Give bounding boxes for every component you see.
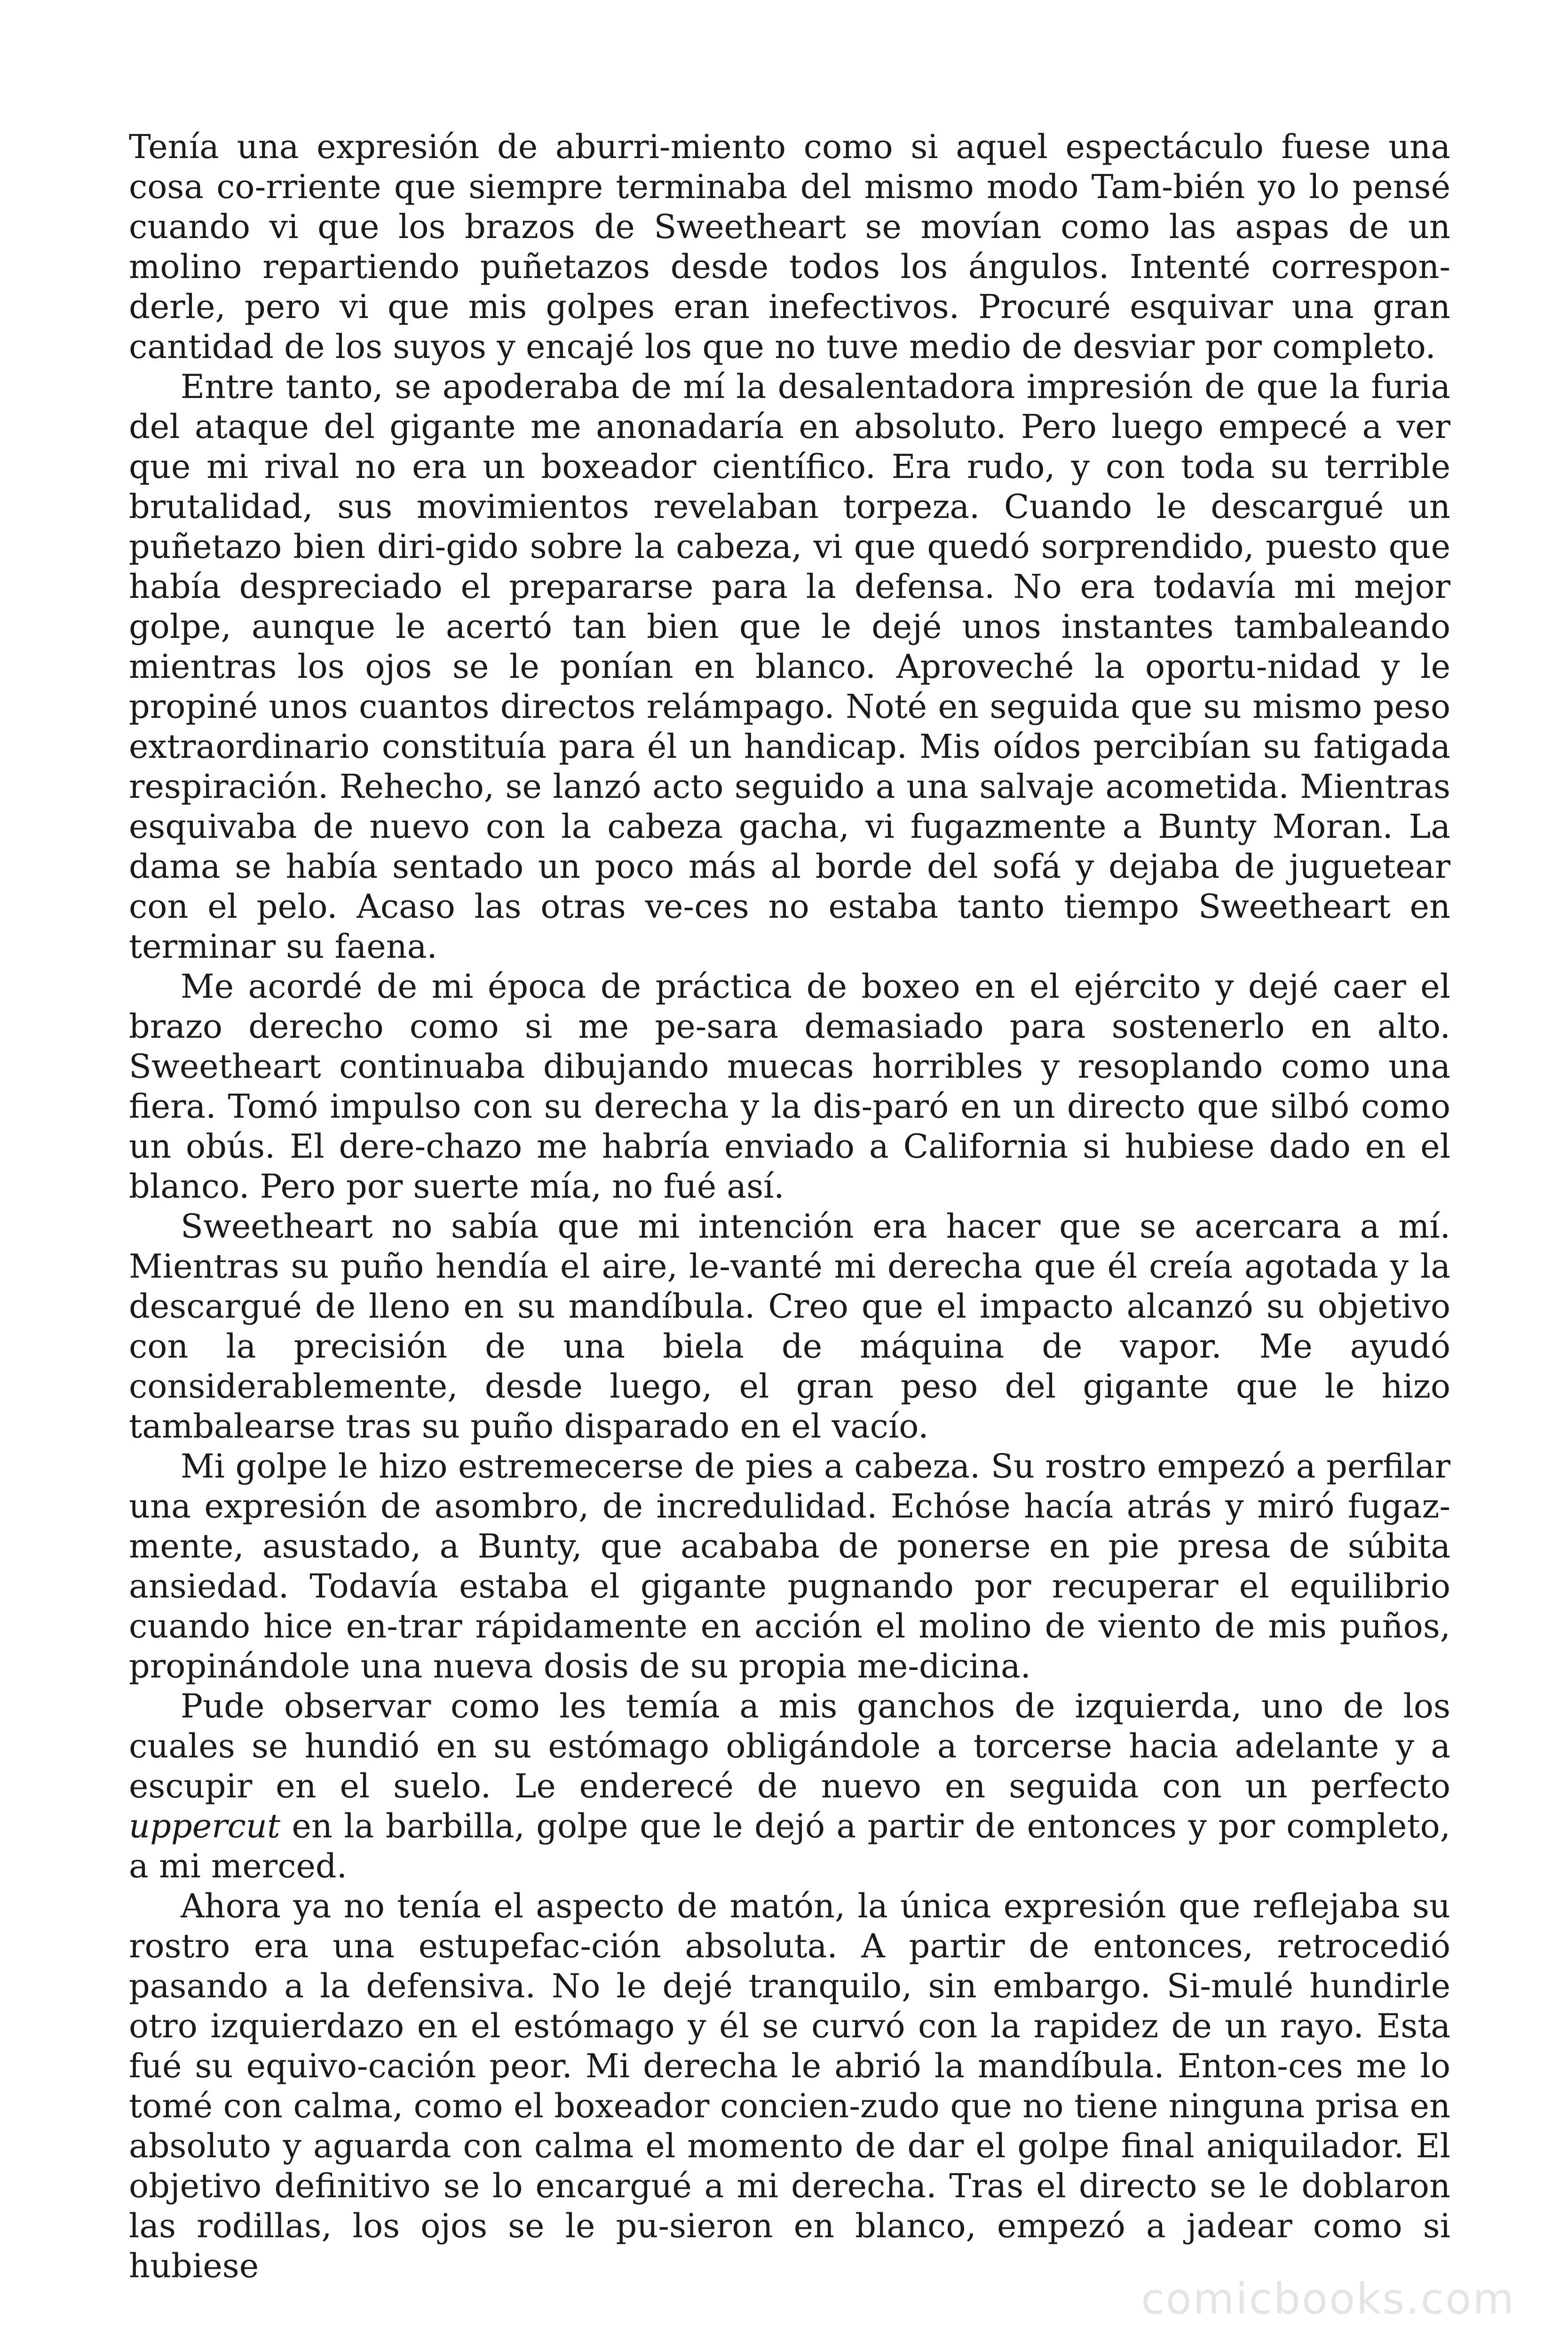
paragraph-3: Me acordé de mi época de práctica de boxeo en el ejército y dejé caer el brazo derecho como si me pe-sara demasiado para sostenerlo en alto. Sweetheart continuaba dibujando muecas horribles y resoplando como una fiera. Tomó impulso con su derecha y la dis-paró en un directo que silbó como un obús. El dere-chazo me habría enviado a California si hubiese dado en el blanco. Pero por suerte mía, no fué así. (129, 967, 1450, 1206)
paragraph-2: Entre tanto, se apoderaba de mí la desalentadora impresión de que la furia del ataque del gigante me anonadaría en absoluto. Pero luego empecé a ver que mi rival no era un boxeador científico. Era rudo, y con toda su terrible brutalidad, sus movimientos revelaban torpeza. Cuando le descargué un puñetazo bien diri-gido sobre la cabeza, vi que quedó sorprendido, puesto que había despreciado el prepararse para la defensa. No era todavía mi mejor golpe, aunque le acertó tan bien que le dejé unos instantes tambaleando mientras los ojos se le ponían en blanco. Aproveché la oportu-nidad y le propiné unos cuantos directos relámpago. Noté en seguida que su mismo peso extraordinario constituía para él un handicap. Mis oídos percibían su fatigada respiración. Rehecho, se lanzó acto seguido a una salvaje acometida. Mientras esquivaba de nuevo con la cabeza gacha, vi fugazmente a Bunty Moran. La dama se había sentado un poco más al borde del sofá y dejaba de juguetear con el pelo. Acaso las otras ve-ces no estaba tanto tiempo Sweetheart en terminar su faena. (129, 367, 1450, 966)
paragraph-6-text-b: en la barbilla, golpe que le dejó a partir de entonces y por completo, a mi merced. (129, 1807, 1450, 1885)
paragraph-5: Mi golpe le hizo estremecerse de pies a cabeza. Su rostro empezó a perfilar una expresión de asombro, de incredulidad. Echóse hacía atrás y miró fugaz-mente, asustado, a Bunty, que acababa de ponerse en pie presa de súbita ansiedad. Todavía estaba el gigante pugnando por recuperar el equilibrio cuando hice en-trar rápidamente en acción el molino de viento de mis puños, propinándole una nueva dosis de su propia me-dicina. (129, 1447, 1450, 1685)
paragraph-6-text-a: Pude observar como les temía a mis ganchos de izquierda, uno de los cuales se hundió en su estómago obligándole a torcerse hacia adelante y a escupir en el suelo. Le enderecé de nuevo en seguida con un perfecto (129, 1687, 1450, 1805)
paragraph-6 (129, 1686, 1450, 1886)
paragraph-1: Tenía una expresión de aburri-miento como si aquel espectáculo fuese una cosa co-rriente que siempre terminaba del mismo modo Tam-bién yo lo pensé cuando vi que los brazos de Sweetheart se movían como las aspas de un molino repartiendo puñetazos desde todos los ángulos. Intenté correspon-derle, pero vi que mis golpes eran inefectivos. Procuré esquivar una gran cantidad de los suyos y encajé los que no tuve medio de desviar por completo. (129, 127, 1450, 366)
paragraph-6-italic: uppercut (129, 1807, 281, 1845)
watermark: comicbooks.com (1141, 2274, 1515, 2324)
paragraph-7: Ahora ya no tenía el aspecto de matón, la única expresión que reflejaba su rostro era una estupefac-ción absoluta. A partir de entonces, retrocedió pasando a la defensiva. No le dejé tranquilo, sin embargo. Si-mulé hundirle otro izquierdazo en el estómago y él se curvó con la rapidez de un rayo. Esta fué su equivo-cación peor. Mi derecha le abrió la mandíbula. Enton-ces me lo tomé con calma, como el boxeador concien-zudo que no tiene ninguna prisa en absoluto y aguarda con calma el momento de dar el golpe final aniquilador. El objetivo definitivo se lo encargué a mi derecha. Tras el directo se le doblaron las rodillas, los ojos se le pu-sieron en blanco, empezó a jadear como si hubiese (129, 1887, 1450, 2285)
paragraph-4: Sweetheart no sabía que mi intención era hacer que se acercara a mí. Mientras su puño hendía el aire, le-vanté mi derecha que él creía agotada y la descargué de lleno en su mandíbula. Creo que el impacto alcanzó su objetivo con la precisión de una biela de máquina de vapor. Me ayudó considerablemente, desde luego, el gran peso del gigante que le hizo tambalearse tras su puño disparado en el vacío. (129, 1207, 1450, 1446)
page-body (129, 127, 1450, 2286)
